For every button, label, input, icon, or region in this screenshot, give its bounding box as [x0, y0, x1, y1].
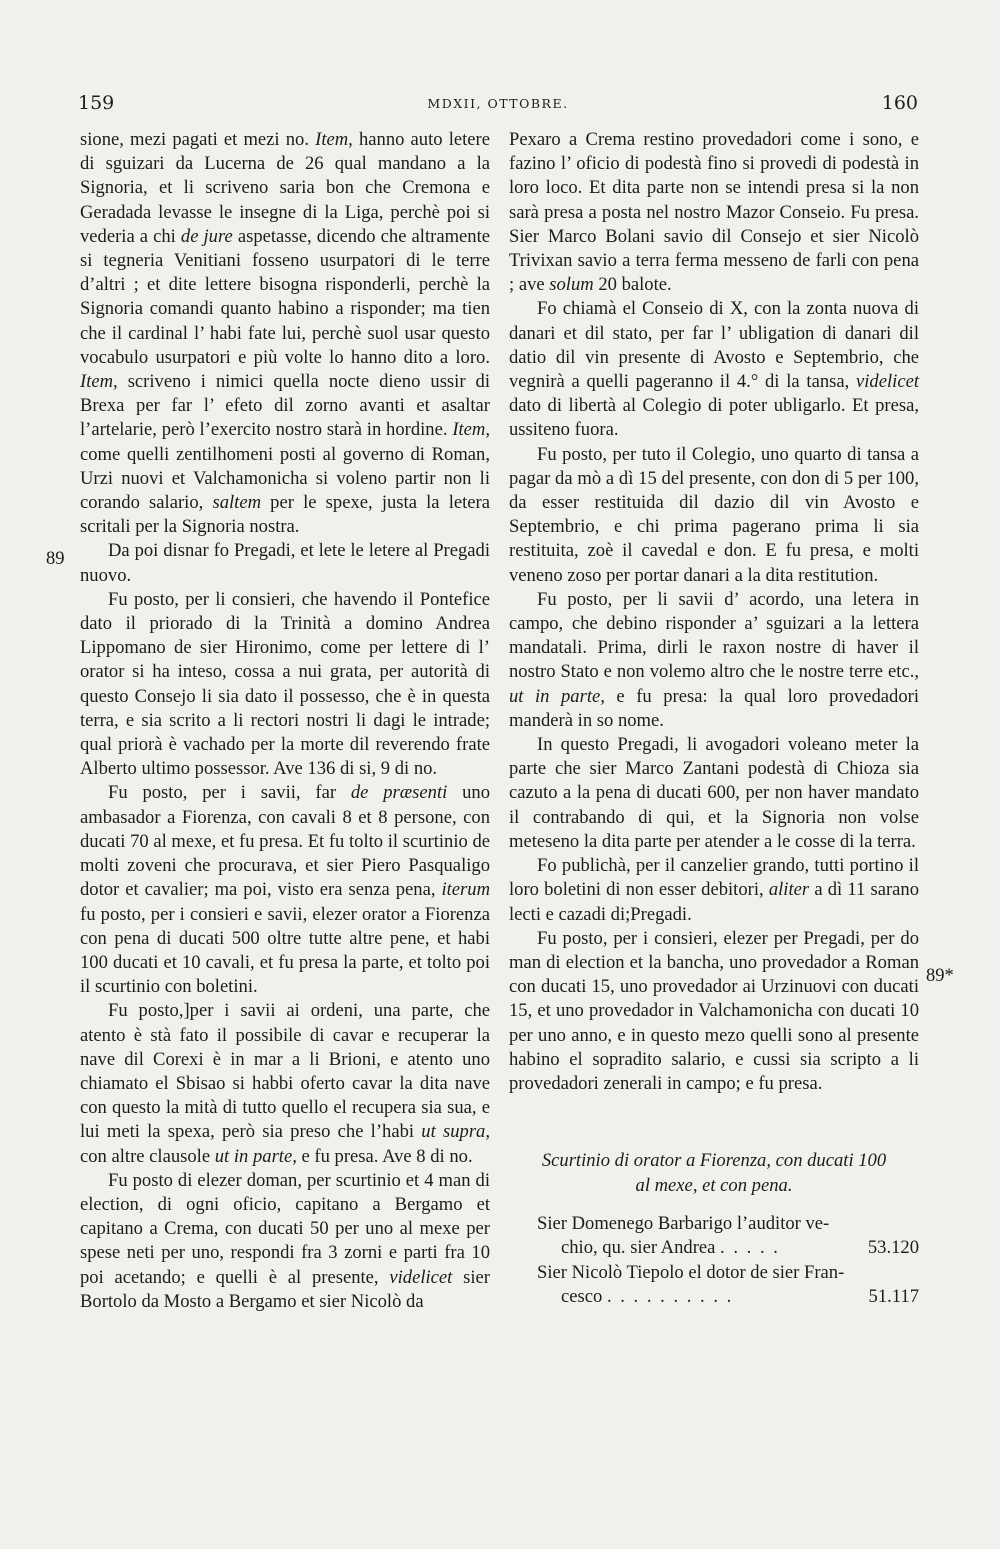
candidate-name-cont: cesco . . . . . . . . . . 51.117	[509, 1285, 919, 1309]
left-column-paragraph: Fu posto, per li consieri, che havendo il Pontefice dato il priorado di la Trinità a domino Andrea Lippomano de sier Hironimo, come per lettere di l’ orator si ha inteso, cossa a nui grata, per autorità di questo Consejo li sia dato il possesso, che è in questa terra, e sia scrito a li rectori nostri li dagi le intrade; qual priorà è vachado per la morte dil reverendo frate Alberto ultimo possessor. Ave 136 di si, 9 di no.	[80, 588, 490, 780]
candidate-name: Sier Domenego Barbarigo l’auditor ve-	[537, 1213, 830, 1235]
left-column-paragraph: sione, mezi pagati et mezi no. Item, hanno auto letere di sguizari da Lucerna de 26 qual mandano a la Signoria, et li scriveno saria bon che Cremona e Geradada levasse le insegne di la Liga, perchè poi si vederia a chi de jure aspetasse, dicendo che altramente si tegneria Venitiani fosseno usurpatori di le terre d’altri ; et dite lettere bisogna risponderli, perchè la Signoria comandi quanto habino a risponder; ma tien che il cardinal l’ habi fate lui, perchè suol usar questo vocabulo usurpatori e più volte lo hanno dito a loro. Item, scriveno i nimici quella nocte dieno ussir di Brexa per far l’ efeto dil zorno avanti et asaltar l’artelarie, però l’exercito nostro starà in hordine. Item, come quelli zentilhomeni posti al governo di Roman, Urzi nuovi et Valchamonicha si voleno partir non li corando salario, saltem per le spexe, justa la letera scritali per la Signoria nostra.	[80, 129, 491, 538]
page-header	[78, 92, 918, 122]
scrutiny-heading-line1: Scurtinio di orator a Fiorenza, con ducati 100	[541, 1150, 887, 1172]
right-column-paragraph: Fo chiamà el Conseio di X, con la zonta nuova di danari et dil stato, per far l’ ubligation di danari dil datio dil vin presente di Avosto e Septembrio, che vegnirà a quelli pageranno il 4.° di la tansa, videlicet dato di libertà al Colegio di poter ubligarlo. Et presa, ussiteno fuora.	[509, 298, 919, 441]
leader-dots: . . . . . . . . . .	[606, 1285, 734, 1307]
right-column	[509, 128, 919, 1309]
left-column-paragraph: Fu posto, per i savii, far de præsenti uno ambasador a Fiorenza, con cavali 8 et 8 persone, con ducati 70 al mexe, et fu presa. Et fu tolto il scurtinio de molti zoveni che procurava, et sier Piero Pasqualigo dotor et cavalier; ma poi, visto era senza pena, iterum fu posto, per i consieri e savii, elezer orator a Fiorenza con pena di ducati 500 oltre tutte altre pene, et habi 100 ducati et 10 cavali, et fu presa la parte, et tolto poi il scurtinio con boletini.	[80, 782, 490, 998]
right-column-paragraph: Fu posto, per i consieri, elezer per Pregadi, per do man di election et la bancha, uno provedador a Roman con ducati 15, uno provedador ai Urzinuovi con ducati 15, et uno provedador in Valchamonicha con ducati 10 per uno anno, e in questo mezo quelli sono al presente habino el sopradito salario, e cussi sia scripto a li provedadori zenerali in campo; e fu presa.	[509, 927, 919, 1094]
scrutiny-entry	[509, 1261, 919, 1309]
page-number-right: 160	[881, 92, 918, 114]
right-column-text	[509, 128, 919, 1096]
candidate-name-cont: chio, qu. sier Andrea . . . . . 53.120	[509, 1236, 919, 1260]
left-column-paragraph: Fu posto,]per i savii ai ordeni, una parte, che atento è stà fato il possibile di cavar e recuperar la nave dil Corexi è in mar a li Brioni, e atento uno chiamato el Sbisao si habbi oferto cavar la dita nave con questo la mità di tutto quello el recupera sia sua, e lui meti la spexa, però sia preso che l’habi ut supra, con altre clausole ut in parte, e fu presa. Ave 8 di no.	[80, 1000, 491, 1167]
candidate-name: Sier Nicolò Tiepolo el dotor de sier Fran-	[537, 1261, 845, 1283]
scrutiny-list	[509, 1212, 919, 1309]
scrutiny-heading	[509, 1148, 919, 1198]
left-column	[80, 128, 490, 1314]
margin-note-left: 89	[46, 549, 65, 569]
right-column-paragraph: Fu posto, per li savii d’ acordo, una letera in campo, che debino risponder a’ sguizari a la lettera mandatali. Prima, dirli le raxon nostre di haver il nostro Stato e non volemo altro che le nostre terre etc., ut in parte, e fu presa: la qual loro provedadori manderà in so nome.	[509, 588, 919, 731]
right-column-paragraph: Fu posto, per tuto il Colegio, uno quarto di tansa a pagar da mò a dì 15 del presente, con don di 5 per 100, da esser restituida dil dazio dil vin Avosto e Septembrio, e chi prima pagerano prima li sia restituita, zoè il cavedal e don. E fu presa, e molti veneno zoso per portar danari a la dita restitution.	[509, 443, 919, 586]
right-column-paragraph: Fo publichà, per il canzelier grando, tutti portino il loro boletini di non esser debitori, aliter a dì 11 sarano lecti e cazadi di;Pregadi.	[509, 855, 919, 925]
page-number-left: 159	[78, 92, 115, 114]
vote-count: 53.120	[867, 1237, 919, 1259]
right-column-paragraph: In questo Pregadi, li avogadori voleano meter la parte che sier Marco Zantani podestà di Chioza sia cazuto a la pena di ducati 600, per non haver mandato il contrabando di qui, et la Signoria non volse meteseno la dita parte per atender a le cosse di la terra.	[509, 734, 919, 852]
running-title: MDXII, OTTOBRE.	[427, 96, 569, 111]
margin-note-right: 89*	[926, 966, 954, 986]
left-column-paragraph: Da poi disnar fo Pregadi, et lete le letere al Pregadi nuovo.	[80, 540, 490, 586]
left-column-paragraph: Fu posto di elezer doman, per scurtinio et 4 man di election, di ogni oficio, capitano a Bergamo et capitano a Crema, con ducati 50 per uno al mexe per spese neti per uno, respondi fra 3 zorni e parti fra 10 poi acetando; e quelli è al presente, videlicet sier Bortolo da Mosto a Bergamo et sier Nicolò da	[80, 1169, 490, 1312]
scrutiny-entry	[509, 1212, 919, 1260]
scrutiny-heading-line2: al mexe, et con pena.	[635, 1175, 793, 1197]
right-column-paragraph: Pexaro a Crema restino provedadori come i sono, e fazino l’ oficio di podestà fino si provedi di podestà in loro loco. Et dita parte non se intendi presa si la non sarà presa a posta nel nostro Mazor Conseio. Fu presa. Sier Marco Bolani savio dil Consejo et sier Nicolò Trivixan savio a terra ferma messeno de farli con pena ; ave solum 20 balote.	[509, 129, 919, 296]
vote-count: 51.117	[868, 1285, 919, 1307]
leader-dots: . . . . .	[720, 1237, 780, 1259]
